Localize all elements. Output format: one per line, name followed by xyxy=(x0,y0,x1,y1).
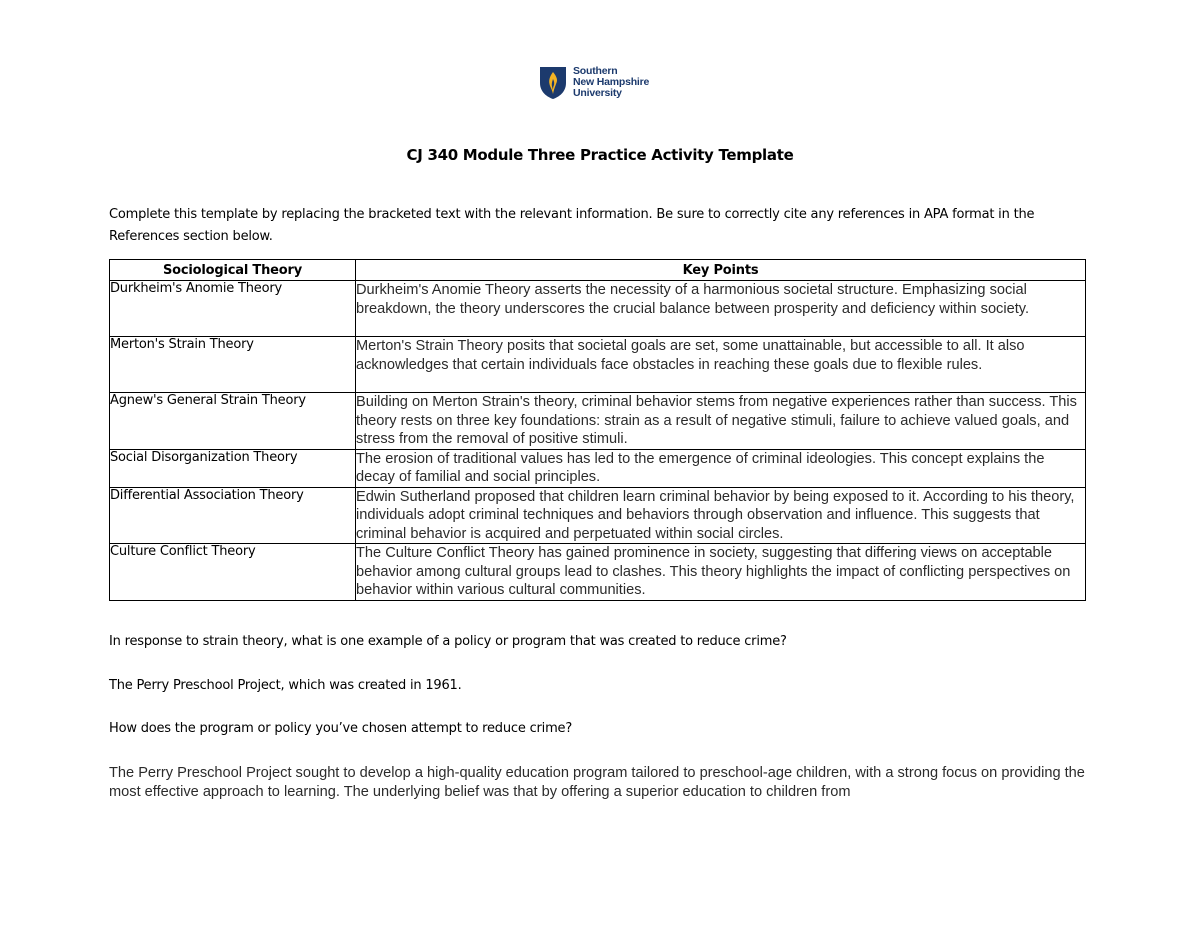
theory-name-cell: Agnew's General Strain Theory xyxy=(110,393,356,450)
logo-line: New Hampshire xyxy=(573,76,650,88)
table-row xyxy=(110,449,1086,487)
table-row xyxy=(110,544,1086,601)
key-points-cell[interactable]: Edwin Sutherland proposed that children learn criminal behavior by being exposed to it. According to his theory, individuals adopt criminal techniques and behaviors through observation and influence. This suggests that criminal behavior is acquired and perpetuated within social circles. xyxy=(356,487,1086,544)
theory-name-cell: Merton's Strain Theory xyxy=(110,337,356,393)
logo-line: University xyxy=(573,87,622,99)
theory-name-cell: Culture Conflict Theory xyxy=(110,544,356,601)
theories-table xyxy=(109,259,1086,601)
document-title: CJ 340 Module Three Practice Activity Template xyxy=(406,146,794,164)
table-row xyxy=(110,487,1086,544)
answer-policy-example[interactable]: The Perry Preschool Project, which was created in 1961. xyxy=(109,678,462,693)
table-row xyxy=(110,337,1086,393)
question-policy-example: In response to strain theory, what is one example of a policy or program that was created to reduce crime? xyxy=(109,634,787,649)
column-header-key-points: Key Points xyxy=(356,260,1086,281)
logo-line: Southern xyxy=(573,65,618,77)
instructions-paragraph: Complete this template by replacing the bracketed text with the relevant information. Be sure to correctly cite any references in APA format in the References section below. xyxy=(109,207,1035,244)
theory-name-cell: Social Disorganization Theory xyxy=(110,449,356,487)
snhu-flame-shield-icon xyxy=(539,66,567,100)
answer-how-reduce-crime[interactable]: The Perry Preschool Project sought to develop a high-quality education program tailored to preschool-age children, with a strong focus on providing the most effective approach to learning. The underlying belief was that by offering a superior education to children from xyxy=(109,765,1085,800)
theory-name-cell: Differential Association Theory xyxy=(110,487,356,544)
key-points-cell[interactable]: Merton's Strain Theory posits that societal goals are set, some unattainable, but accessible to all. It also acknowledges that certain individuals face obstacles in reaching these goals due to flexible rules. xyxy=(356,337,1086,393)
column-header-theory: Sociological Theory xyxy=(110,260,356,281)
key-points-cell[interactable]: Building on Merton Strain's theory, criminal behavior stems from negative experiences rather than success. This theory rests on three key foundations: strain as a result of negative stimuli, failure to achieve valued goals, and stress from the removal of positive stimuli. xyxy=(356,393,1086,450)
theory-name-cell: Durkheim's Anomie Theory xyxy=(110,281,356,337)
table-row xyxy=(110,281,1086,337)
key-points-cell[interactable]: The Culture Conflict Theory has gained prominence in society, suggesting that differing views on acceptable behavior among cultural groups lead to clashes. This theory highlights the impact of conflicting perspectives on behavior within various cultural communities. xyxy=(356,544,1086,601)
key-points-cell[interactable]: The erosion of traditional values has led to the emergence of criminal ideologies. This concept explains the decay of familial and social principles. xyxy=(356,449,1086,487)
key-points-cell[interactable]: Durkheim's Anomie Theory asserts the necessity of a harmonious societal structure. Emphasizing social breakdown, the theory underscores the crucial balance between prosperity and deficiency within society. xyxy=(356,281,1086,337)
question-how-reduce-crime: How does the program or policy you’ve chosen attempt to reduce crime? xyxy=(109,721,573,736)
university-name xyxy=(573,66,649,99)
university-logo xyxy=(539,66,649,100)
table-header-row xyxy=(110,260,1086,281)
table-row xyxy=(110,393,1086,450)
